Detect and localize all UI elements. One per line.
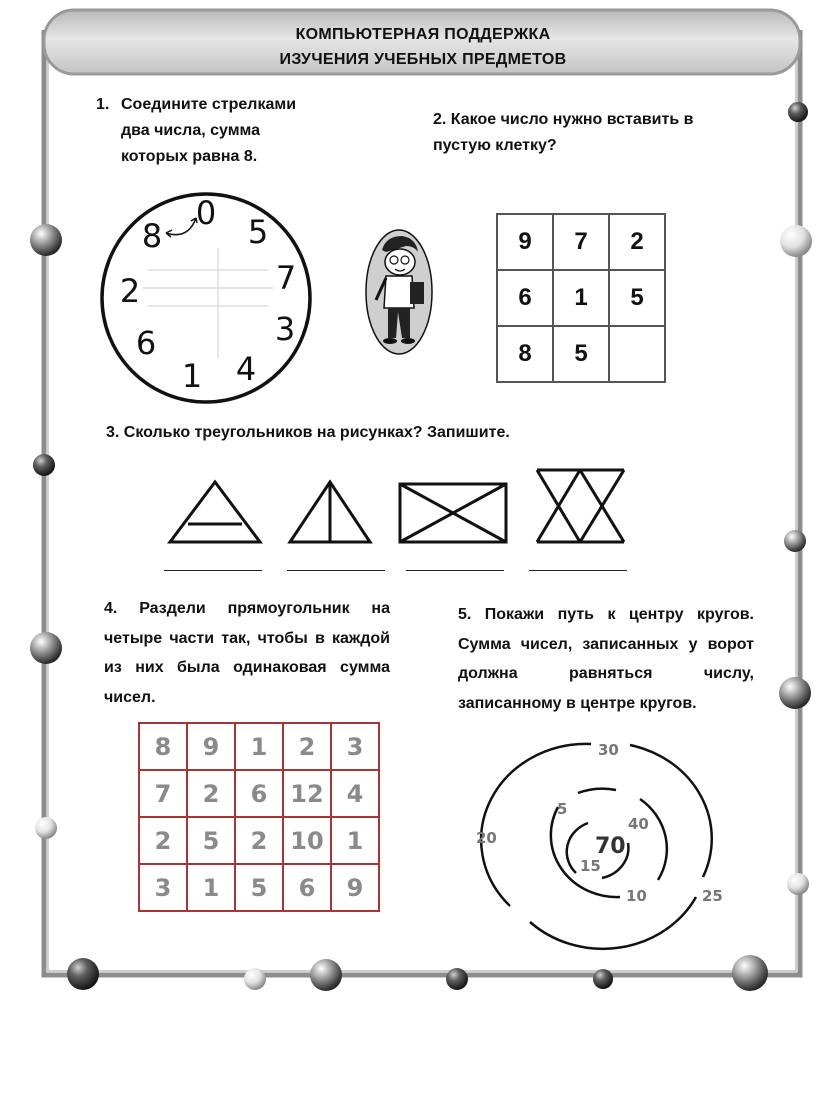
bead-icon [30, 632, 62, 664]
clock-number: 8 [141, 217, 163, 255]
grid-cell: 5 [553, 326, 609, 382]
task-1-line: которых равна 8. [121, 148, 258, 165]
clock-number: 0 [195, 194, 217, 232]
bead-icon [788, 102, 808, 122]
bead-icon [30, 224, 62, 256]
grid-cell: 10 [283, 817, 331, 864]
header-line-1: КОМПЬЮТЕРНАЯ ПОДДЕРЖКА [295, 26, 551, 43]
grid-cell: 2 [609, 214, 665, 270]
grid-cell: 7 [553, 214, 609, 270]
bead-icon [593, 969, 613, 989]
grid-cell: 3 [331, 723, 379, 770]
grid-cell-empty[interactable] [609, 326, 665, 382]
hourglass-figure-4 [537, 470, 624, 542]
task-1-number: 1. [96, 96, 110, 113]
clock-number: 2 [119, 272, 141, 310]
task-1-line: Соедините стрелками [121, 96, 297, 113]
bead-icon [33, 454, 55, 476]
answer-blank[interactable] [287, 570, 385, 571]
bead-icon [310, 959, 342, 991]
bead-icon [732, 955, 768, 991]
clock-number: 7 [275, 259, 297, 297]
task-4-text: 4. Раздели прямоугольник на четыре части так, чтобы в каждой из них была одинаковая сумма чисел. [104, 600, 390, 706]
gate-number: 15 [580, 857, 601, 875]
grid-cell: 8 [497, 326, 553, 382]
grid-cell: 6 [497, 270, 553, 326]
clock-number: 6 [135, 324, 157, 362]
clock-number: 5 [247, 213, 269, 251]
answer-blank[interactable] [406, 570, 504, 571]
boy-illustration [364, 228, 434, 356]
answer-blank[interactable] [164, 570, 262, 571]
gate-number: 30 [598, 741, 619, 759]
grid-cell: 5 [609, 270, 665, 326]
grid-cell: 5 [187, 817, 235, 864]
clock-number: 1 [181, 357, 203, 395]
clock-number: 4 [235, 350, 257, 388]
bead-icon [779, 677, 811, 709]
bead-icon [35, 817, 57, 839]
gate-number: 10 [626, 887, 647, 905]
task-1-line: два числа, сумма [121, 122, 261, 139]
grid-cell: 2 [139, 817, 187, 864]
answer-blank[interactable] [529, 570, 627, 571]
grid-cell: 2 [235, 817, 283, 864]
bead-icon [244, 968, 266, 990]
bead-icon [784, 530, 806, 552]
task-3-text: 3. Сколько треугольников на рисунках? Запишите. [106, 424, 510, 441]
grid-cell: 6 [235, 770, 283, 817]
task-1 [96, 92, 336, 170]
grid-cell: 9 [331, 864, 379, 911]
bead-icon [780, 225, 812, 257]
gate-number: 5 [557, 800, 568, 818]
grid-cell: 6 [283, 864, 331, 911]
triangle-figure-1 [170, 482, 260, 542]
bead-icon [787, 873, 809, 895]
clock-number: 3 [274, 310, 296, 348]
gate-number: 20 [476, 829, 497, 847]
center-number: 70 [595, 834, 626, 859]
grid-cell: 2 [283, 723, 331, 770]
grid-cell: 4 [331, 770, 379, 817]
grid-cell: 1 [235, 723, 283, 770]
grid-cell: 8 [139, 723, 187, 770]
header-line-2: ИЗУЧЕНИЯ УЧЕБНЫХ ПРЕДМЕТОВ [279, 51, 567, 68]
number-grid-3x3 [496, 213, 666, 383]
grid-cell: 9 [187, 723, 235, 770]
gate-number: 25 [702, 887, 723, 905]
grid-cell: 3 [139, 864, 187, 911]
grid-cell: 7 [139, 770, 187, 817]
gate-number: 40 [628, 815, 649, 833]
number-grid-5x4 [138, 722, 380, 912]
grid-cell: 12 [283, 770, 331, 817]
bead-icon [67, 958, 99, 990]
bead-icon [446, 968, 468, 990]
task-5-text: 5. Покажи путь к центру кругов. Сумма чисел, записанных у ворот должна равняться числу, записанному в центре кругов. [458, 606, 754, 712]
grid-cell: 9 [497, 214, 553, 270]
grid-cell: 1 [553, 270, 609, 326]
grid-cell: 5 [235, 864, 283, 911]
grid-cell: 2 [187, 770, 235, 817]
clock-figure [88, 188, 328, 408]
task-2-text: 2. Какое число нужно вставить в пустую клетку? [433, 111, 694, 154]
grid-cell: 1 [187, 864, 235, 911]
triangle-figures [160, 466, 640, 548]
grid-cell: 1 [331, 817, 379, 864]
circles-maze [470, 735, 740, 957]
